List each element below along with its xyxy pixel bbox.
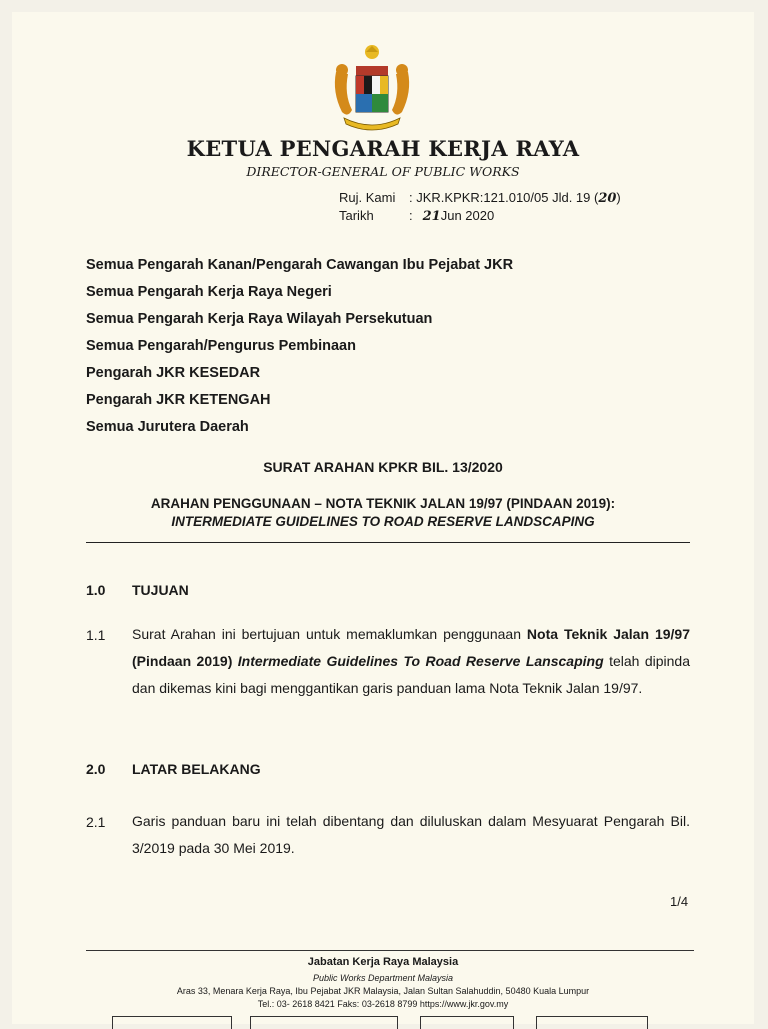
footer-organisation: Jabatan Kerja Raya Malaysia bbox=[307, 956, 459, 968]
date-label: Tarikh bbox=[339, 208, 374, 223]
recipient-item: Semua Pengarah Kerja Raya Negeri bbox=[86, 284, 332, 300]
recipient-item: Semua Jurutera Daerah bbox=[86, 419, 249, 435]
footer-address: Aras 33, Menara Kerja Raya, Ibu Pejabat JKR Malaysia, Jalan Sultan Salahuddin, 50480 Kuala Lumpur bbox=[176, 986, 590, 996]
reference-value: : JKR.KPKR:121.010/05 Jld. 19 ( bbox=[409, 190, 599, 205]
paragraph-1-1-text-a: Surat Arahan ini bertujuan untuk memaklumkan penggunaan bbox=[132, 626, 527, 642]
reference-label: Ruj. Kami bbox=[339, 190, 396, 205]
recipient-item: Semua Pengarah Kanan/Pengarah Cawangan Ibu Pejabat JKR bbox=[86, 257, 514, 273]
date-colon: : bbox=[409, 208, 413, 223]
handwritten-day: 21 bbox=[422, 209, 441, 224]
footer-certification-logos bbox=[112, 1016, 672, 1024]
paragraph-2-1: Garis panduan baru ini telah dibentang dan diluluskan dalam Mesyuarat Pengarah Bil. 3/2019 pada 30 Mei 2019. bbox=[132, 813, 690, 856]
recipient-item: Pengarah JKR KETENGAH bbox=[86, 392, 271, 408]
recipient-list bbox=[86, 252, 513, 441]
handwritten-volume: 20 bbox=[598, 191, 617, 206]
footer-contact: Tel.: 03- 2618 8421 Faks: 03-2618 8799 https://www.jkr.gov.my bbox=[257, 999, 509, 1009]
certification-logo bbox=[250, 1016, 398, 1029]
recipient-item: Pengarah JKR KESEDAR bbox=[86, 365, 261, 381]
certification-logo bbox=[112, 1016, 232, 1029]
reference-number bbox=[339, 190, 621, 206]
footer-divider bbox=[86, 950, 694, 951]
subject-divider bbox=[86, 542, 690, 543]
section-1-number: 1.0 bbox=[86, 582, 106, 598]
paragraph-1-1 bbox=[132, 621, 690, 702]
reference-close: ) bbox=[616, 190, 621, 205]
paragraph-1-1-document-name: Nota Teknik Jalan 19/97 (Pindaan 2019) bbox=[132, 626, 690, 669]
directive-reference-title: SURAT ARAHAN KPKR BIL. 13/2020 bbox=[263, 459, 503, 475]
director-general-subtitle: DIRECTOR-GENERAL OF PUBLIC WORKS bbox=[246, 164, 520, 179]
letter-page bbox=[12, 12, 754, 1024]
paragraph-2-1-number: 2.1 bbox=[86, 814, 106, 830]
certification-logo bbox=[536, 1016, 648, 1029]
section-1-heading: TUJUAN bbox=[132, 582, 189, 598]
recipient-item: Semua Pengarah Kerja Raya Wilayah Persekutuan bbox=[86, 311, 433, 327]
date-value: Jun 2020 bbox=[440, 208, 495, 223]
letter-date bbox=[339, 208, 494, 224]
subject-line-1: ARAHAN PENGGUNAAN – NOTA TEKNIK JALAN 19/97 (PINDAAN 2019): bbox=[150, 496, 616, 511]
coat-of-arms-emblem bbox=[322, 42, 422, 134]
certification-logo bbox=[420, 1016, 514, 1029]
paragraph-1-1-number: 1.1 bbox=[86, 627, 106, 643]
page-number: 1/4 bbox=[670, 894, 689, 909]
section-2-number: 2.0 bbox=[86, 761, 106, 777]
subject-line-2: INTERMEDIATE GUIDELINES TO ROAD RESERVE LANDSCAPING bbox=[171, 514, 595, 529]
section-2-heading: LATAR BELAKANG bbox=[132, 761, 261, 777]
recipient-item: Semua Pengarah/Pengurus Pembinaan bbox=[86, 338, 356, 354]
footer-organisation-english: Public Works Department Malaysia bbox=[312, 973, 454, 983]
director-general-title: KETUA PENGARAH KERJA RAYA bbox=[186, 136, 580, 161]
paragraph-1-1-text-d: telah dipinda dan dikemas kini bagi menggantikan garis panduan lama Nota Teknik Jalan 19/97. bbox=[132, 653, 691, 696]
paragraph-1-1-guideline-title: Intermediate Guidelines To Road Reserve Lanscaping bbox=[237, 653, 604, 669]
